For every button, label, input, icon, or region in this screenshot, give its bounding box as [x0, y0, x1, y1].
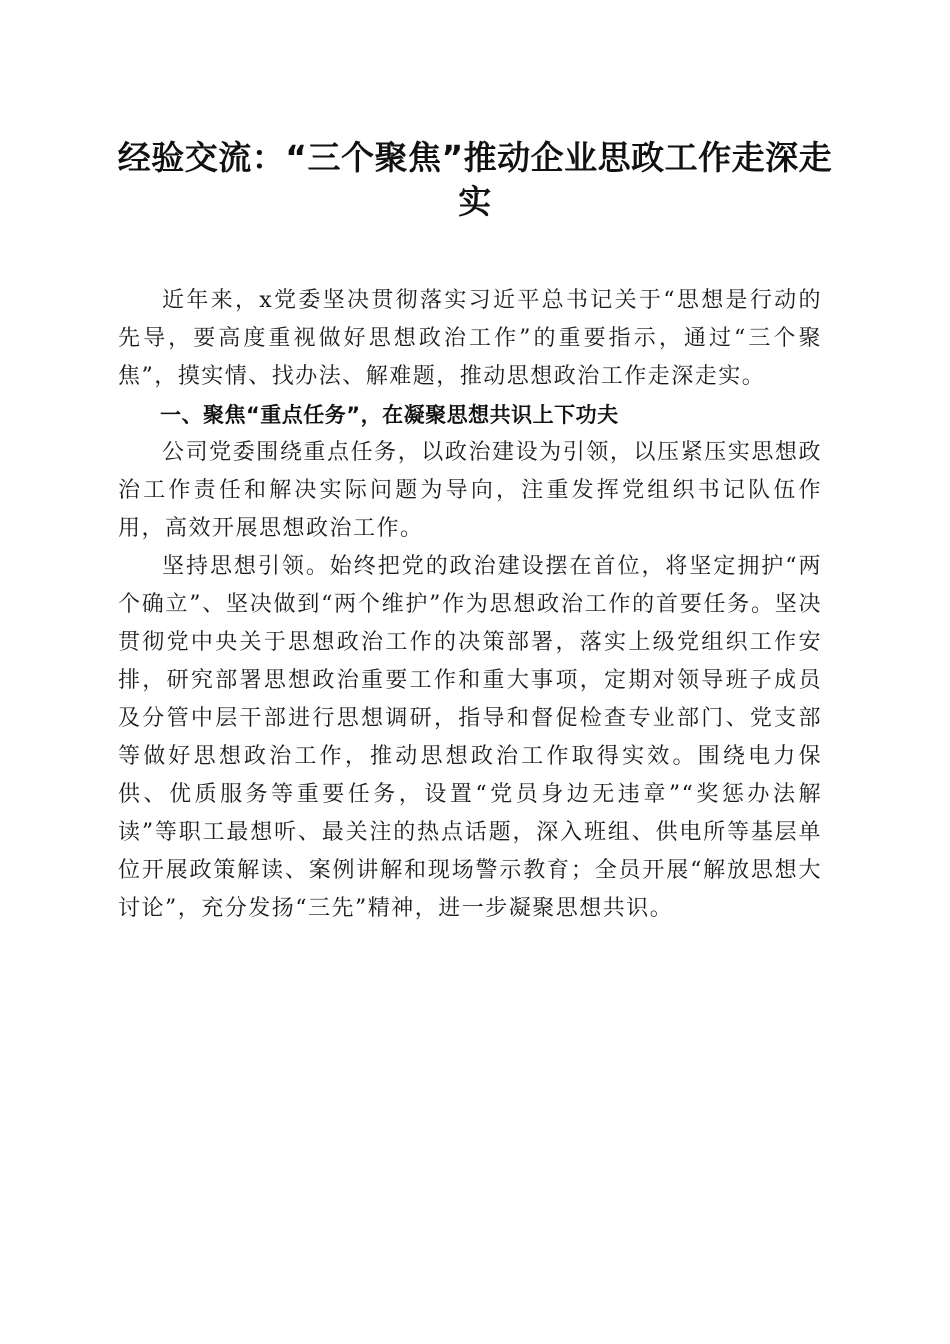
section-paragraph: 公司党委围绕重点任务，以政治建设为引领，以压紧压实思想政治工作责任和解决实际问题为导向，注重发挥党组织书记队伍作用，高效开展思想政治工作。 [118, 440, 822, 541]
section-paragraph: 坚持思想引领。始终把党的政治建设摆在首位，将坚定拥护“两个确立”、坚决做到“两个维护”作为思想政治工作的首要任务。坚决贯彻党中央关于思想政治工作的决策部署，落实上级党组织工作安排，研究部署思想政治重要工作和重大事项，定期对领导班子成员及分管中层干部进行思想调研，指导和督促检查专业部门、党支部等做好思想政治工作，推动思想政治工作取得实效。围绕电力保供、优质服务等重要任务，设置“党员身边无违章”“奖惩办法解读”等职工最想听、最关注的热点话题，深入班组、供电所等基层单位开展政策解读、案例讲解和现场警示教育；全员开展“解放思想大讨论”，充分发扬“三先”精神，进一步凝聚思想共识。 [118, 554, 822, 921]
document-body [118, 282, 822, 928]
section-heading: 一、聚焦“重点任务”，在凝聚思想共识上下功夫 [160, 403, 619, 427]
intro-paragraph: 近年来，x党委坚决贯彻落实习近平总书记关于“思想是行动的先导，要高度重视做好思想政治工作”的重要指示，通过“三个聚焦”，摸实情、找办法、解难题，推动思想政治工作走深走实。 [118, 288, 823, 389]
document-title: 经验交流：“三个聚焦”推动企业思政工作走深走实 [117, 138, 833, 221]
